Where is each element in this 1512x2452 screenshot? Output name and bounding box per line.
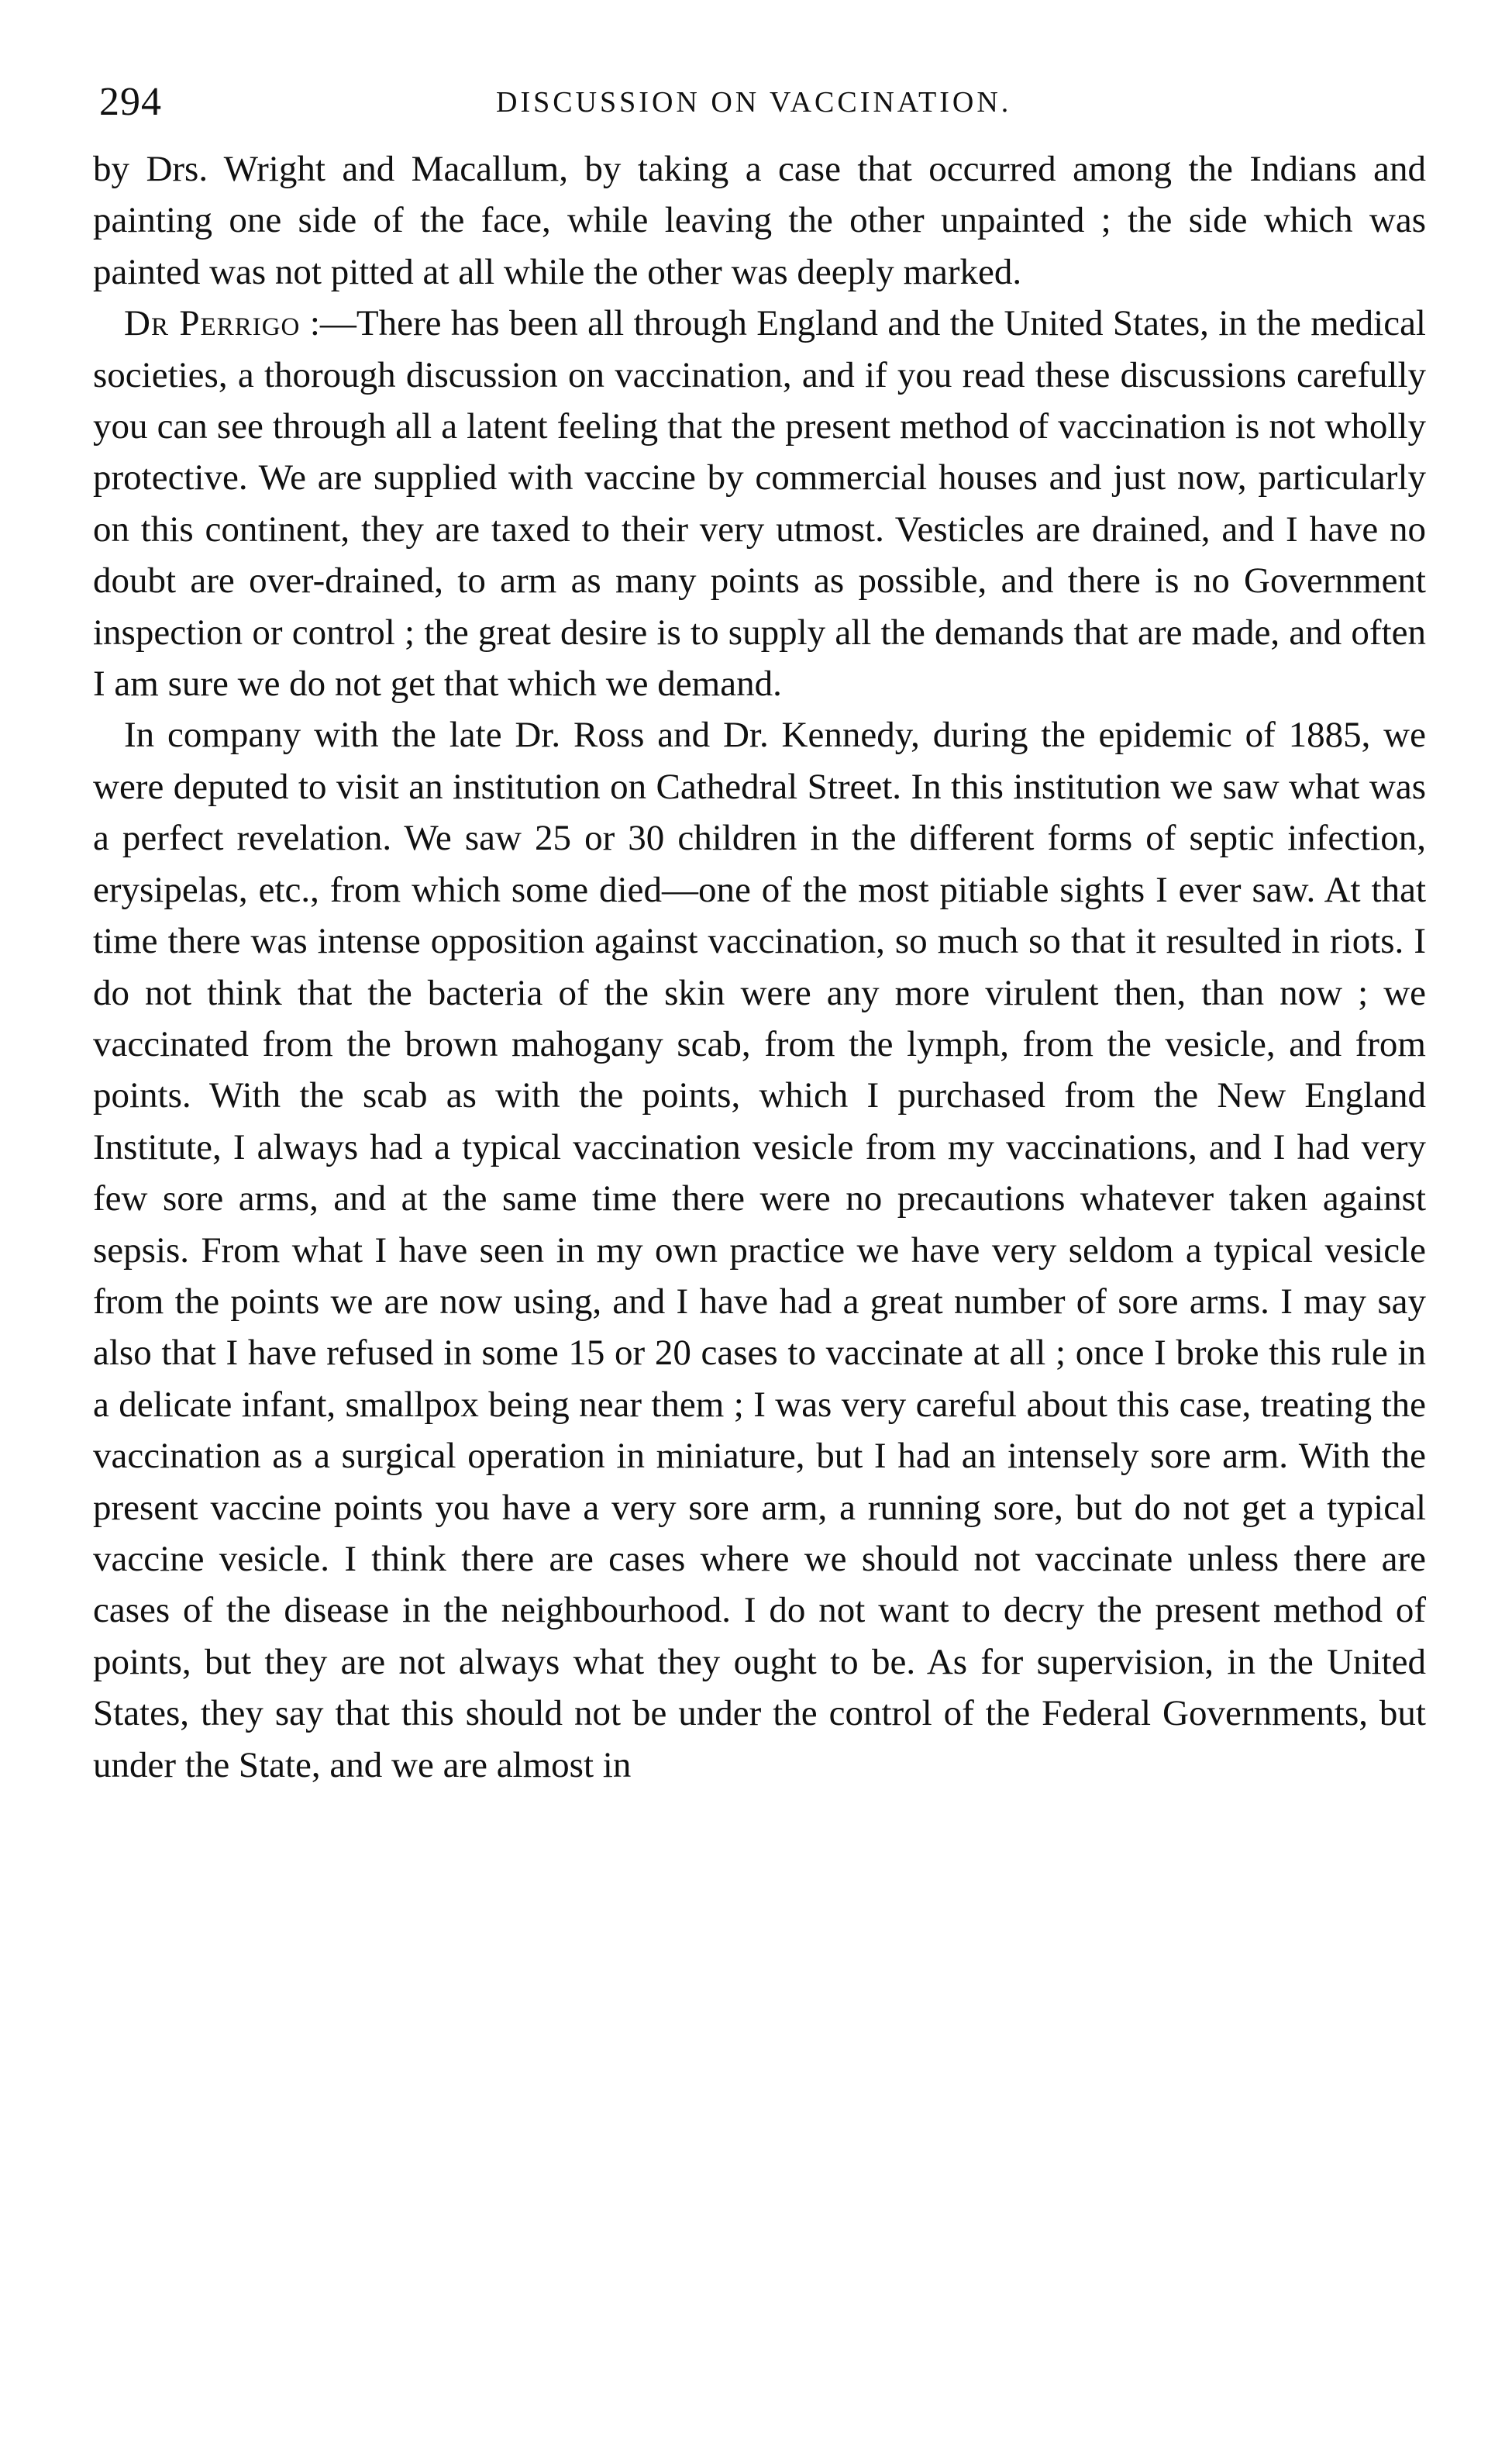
speaker-name: Dr Perrigo [124,303,301,344]
paragraph-text: In company with the late Dr. Ross and Dr. Kennedy, during the epidemic of 1885, we were deputed to visit an institution on Cathedral Street. In this institution we saw what was a perfect revelation. We saw 25 or 30 children in the different forms of septic infection, erysipelas, etc., from which some died—one of the most pitiable sights I ever saw. At that time there was intense opposition against vaccination, so much so that it resulted in riots. I do not think that the bacteria of the skin were any more virulent then, than now ; we vaccinated from the brown mahogany scab, from the lymph, from the vesicle, and from points. With the scab as with the points, which I purchased from the New England Institute, I always had a typical vaccination vesicle from my vaccinations, and I had very few sore arms, and at the same time there were no precautions whatever taken against sepsis. From what I have seen in my own practice we have very seldom a typical vesicle from the points we are now using, and I have had a great number of sore arms. I may say also that I have refused in some 15 or 20 cases to vaccinate at all ; once I broke this rule in a delicate infant, smallpox being near them ; I was very careful about this case, treating the vaccination as a surgical operation in miniature, but I had an intensely sore arm. With the present vaccine points you have a very sore arm, a running sore, but do not get a typical vaccine vesicle. I think there are cases where we should not vaccinate unless there are cases of the disease in the neighbourhood. I do not want to decry the present method of points, but they are not always what they ought to be. As for supervision, in the United States, they say that this should not be under the control of the Federal Governments, but under the State, and we are almost in [93,715,1426,1785]
page-number: 294 [99,80,162,124]
paragraph-text: by Drs. Wright and Macallum, by taking a case that occurred among the Indians and painting one side of the face, while leaving the other unpainted ; the side which was painted was not pitted at all while the other was deeply marked. [93,149,1426,292]
running-title: DISCUSSION ON VACCINATION. [496,86,1012,119]
body-text [93,143,1426,1791]
paragraph-epidemic-1885 [93,709,1426,1791]
paragraph-dr-perrigo [93,298,1426,709]
running-head [99,71,1417,133]
paragraph-continuation [93,143,1426,298]
paragraph-text: :—There has been all through England and the United States, in the medical societies, a thorough discussion on vaccination, and if you read these discussions carefully you can see through all a latent feeling that the present method of vaccination is not wholly protective. We are supplied with vaccine by commercial houses and just now, particularly on this continent, they are taxed to their very utmost. Vesticles are drained, and I have no doubt are over-drained, to arm as many points as possible, and there is no Government inspection or control ; the great desire is to supply all the demands that are made, and often I am sure we do not get that which we demand. [93,303,1426,705]
